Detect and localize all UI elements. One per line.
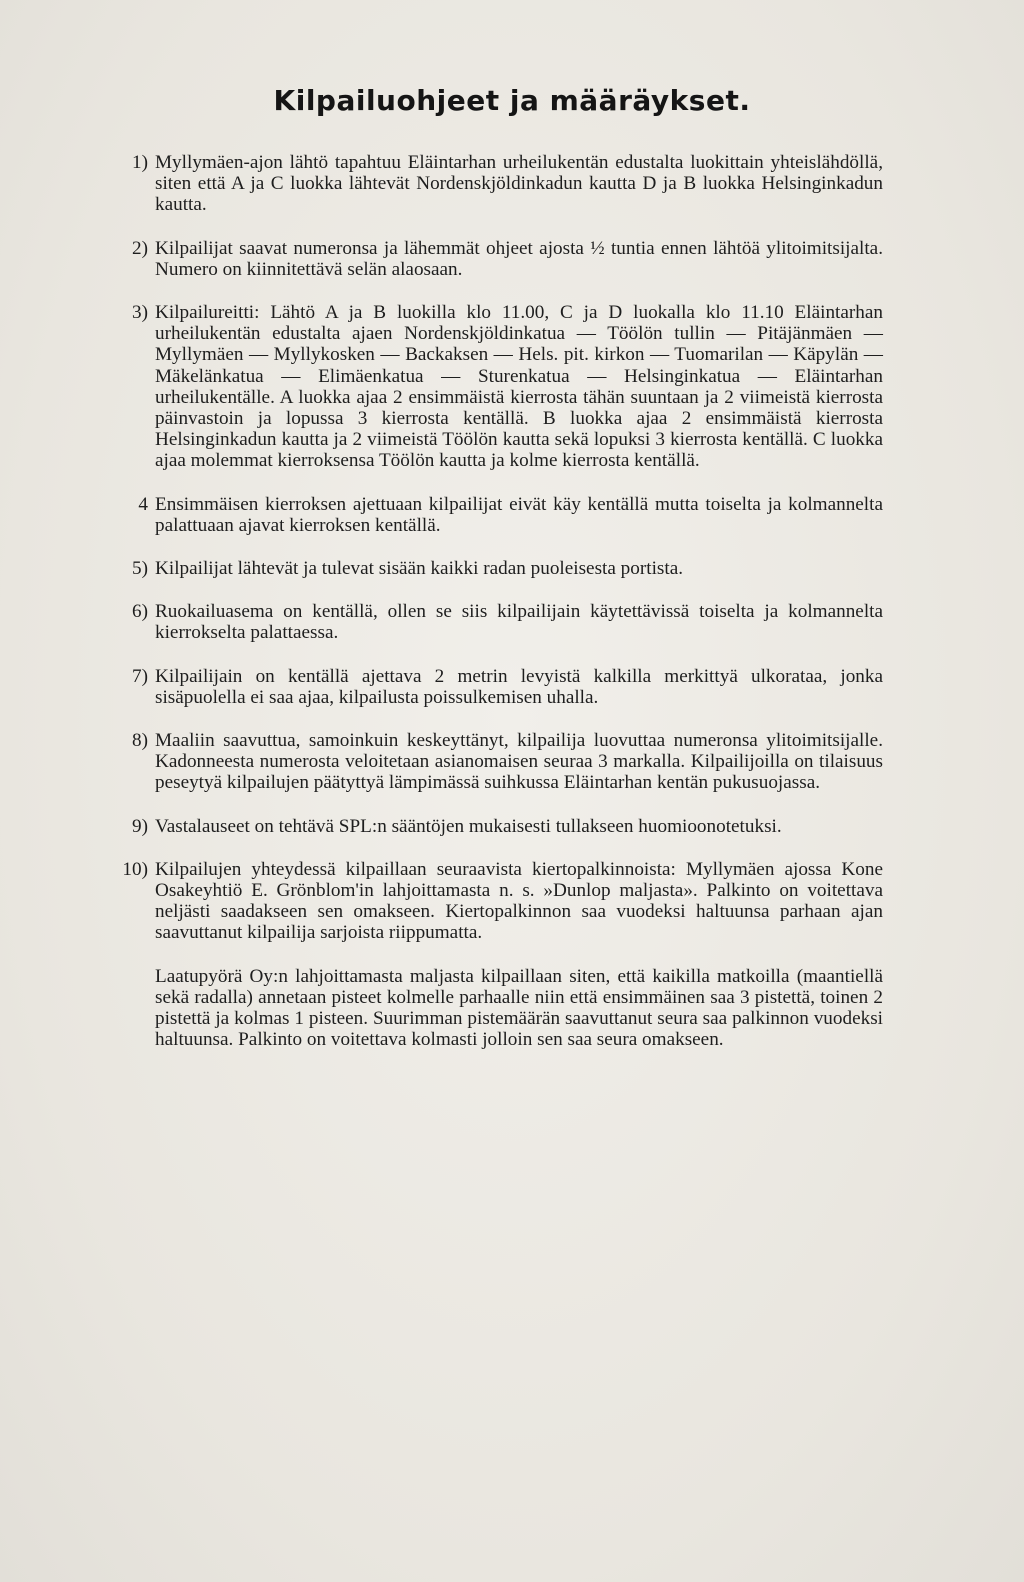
list-item <box>110 859 890 944</box>
item-number: 9) <box>132 815 148 837</box>
list-item <box>110 730 890 794</box>
list-item <box>110 601 890 643</box>
item-text: Kilpailijat saavat numeronsa ja lähemmät ohjeet ajosta ½ tuntia ennen lähtöä ylitoimitsijalta. Numero on kiinnitettävä selän alaosaan. <box>155 237 883 280</box>
item-text: Ruokailuasema on kentällä, ollen se siis kilpailijain käytettävissä toiselta ja kolmannelta kierrokselta palattaessa. <box>155 601 883 644</box>
item-text: Ensimmäisen kierroksen ajettuaan kilpailijat eivät käy kentällä mutta toiselta ja kolmannelta palattuaan ajavat kierroksen kentällä. <box>155 493 883 536</box>
item-number: 6) <box>132 601 148 623</box>
item-number: 3) <box>132 302 148 324</box>
list-item <box>110 238 890 280</box>
item-text: Vastalauseet on tehtävä SPL:n sääntöjen mukaisesti tullakseen huomioonotetuksi. <box>155 815 782 837</box>
list-item <box>110 494 890 536</box>
closing-paragraph: Laatupyörä Oy:n lahjoittamasta maljasta kilpaillaan siten, että kaikilla matkoilla (maantiellä sekä radalla) annetaan pisteet kolmelle parhaalle niin että ensimmäinen saa 3 pistettä, toinen 2 pistettä ja kolmas 1 pisteen. Suurimman pistemäärän saavuttanut seura saa palkinnon vuodeksi haltuunsa. Palkinto on voitettava kolmasti jolloin sen saa seura omakseen. <box>155 965 883 1051</box>
item-number: 5) <box>132 558 148 580</box>
page-title: Kilpailuohjeet ja määräykset. <box>273 84 751 117</box>
list-item <box>110 666 890 708</box>
list-item <box>110 816 890 837</box>
list-item <box>110 558 890 579</box>
item-text: Kilpailureitti: Lähtö A ja B luokilla klo 11.00, C ja D luokalla klo 11.10 Eläintarhan urheilukentän edustalta ajaen Nordenskjöldinkatua — Töölön tullin — Pitäjänmäen — Myllymäen — Myllykosken — Backaksen — Hels. pit. kirkon — Tuomarilan — Käpylän — Mäkelänkatua — Elimäenkatua — Sturenkatua — Helsinginkatua — Eläintarhan urheilukentälle. A luokka ajaa 2 ensimmäistä kierrosta tähän suuntaan ja 2 viimeistä kierrosta päinvastoin ja lopussa 3 kierrosta kentällä. B luokka ajaa 2 ensimmäistä kierrosta Helsinginkadun kautta ja 2 viimeistä Töölön kautta sekä lopuksi 3 kierrosta kentällä. C luokka ajaa molemmat kierroksensa Töölön kautta ja kolme kierrosta kentällä. <box>155 302 883 472</box>
list-item <box>110 152 890 216</box>
item-text: Kilpailujen yhteydessä kilpaillaan seuraavista kiertopalkinnoista: Myllymäen ajossa Kone Osakeyhtiö E. Grönblom'in lahjoittamasta n. s. »Dunlop maljasta». Palkinto on voitettava neljästi saadakseen sen omakseen. Kiertopalkinnon saa vuodeksi haltuunsa parhaan ajan saavuttanut kilpailija sarjoista riippumatta. <box>155 858 883 944</box>
item-text: Kilpailijat lähtevät ja tulevat sisään kaikki radan puoleisesta portista. <box>155 558 684 580</box>
closing-paragraph-block <box>155 966 883 1051</box>
item-text: Myllymäen-ajon lähtö tapahtuu Eläintarhan urheilukentän edustalta luokittain yhteislähdöllä, siten että A ja C luokka lähtevät Nordenskjöldinkadun kautta D ja B luokka Helsinginkadun kautta. <box>155 152 883 216</box>
list-item <box>110 302 890 472</box>
rules-list <box>110 152 890 1051</box>
item-text: Maaliin saavuttua, samoinkuin keskeyttänyt, kilpailija luovuttaa numeronsa ylitoimitsijalle. Kadonneesta numerosta veloitetaan asianomaisen seuraa 3 markalla. Kilpailijoilla on tilaisuus peseytyä kilpailujen päätyttyä lämpimässä suihkussa Eläintarhan kentän pukusuojassa. <box>155 730 883 794</box>
item-number: 1) <box>132 152 148 173</box>
item-text: Kilpailijain on kentällä ajettava 2 metrin levyistä kalkilla merkittyä ulkorataa, jonka sisäpuolella ei saa ajaa, kilpailusta poissulkemisen uhalla. <box>155 665 883 708</box>
item-number: 8) <box>132 730 148 752</box>
item-number: 7) <box>132 665 148 687</box>
item-number: 2) <box>132 237 148 259</box>
item-number: 4 <box>138 493 148 515</box>
item-number: 10) <box>122 858 148 880</box>
